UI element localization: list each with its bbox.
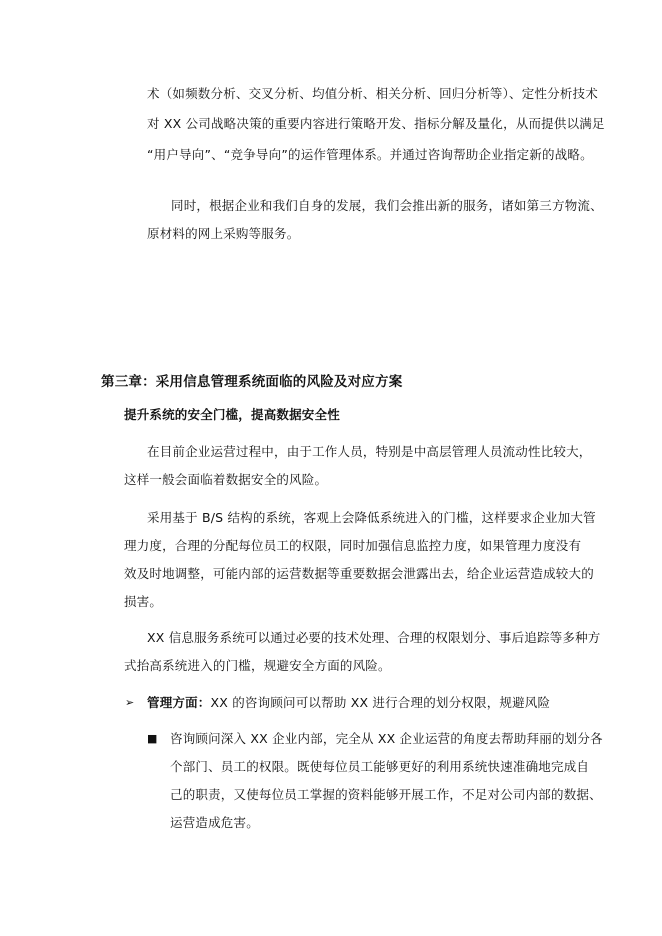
services-line-1: 同时，根据企业和我们自身的发展，我们会推出新的服务，诸如第三方物流、 [171,198,603,213]
chapter-title: 第三章：采用信息管理系统面临的风险及对应方案 [101,374,403,390]
section-heading: 提升系统的安全门槛，提高数据安全性 [124,407,340,422]
services-line-2: 原材料的网上采购等服务。 [147,226,300,241]
sub-bullet-line-1: 咨询顾问深入 XX 企业内部，完全从 XX 企业运营的角度去帮助拜丽的划分各 [170,731,603,746]
para2-line-3: 效及时地调整，可能内部的运营数据等重要数据会泄露出去，给企业运营造成较大的 [124,566,594,581]
management-label: 管理方面： [147,695,211,710]
para1-line-1: 在目前企业运营过程中，由于工作人员，特别是中高层管理人员流动性比较大， [147,444,592,459]
sub-bullet-line-2: 个部门、员工的权限。既使每位员工能够更好的利用系统快速准确地完成自 [170,759,590,774]
sub-bullet-line-3: 己的职责，又使每位员工掌握的资料能够开展工作，不足对公司内部的数据、 [170,787,602,802]
para2-line-4: 损害。 [124,594,163,609]
para3-line-2: 式抬高系统进入的门槛，规避安全方面的风险。 [124,658,391,673]
para2-line-2: 理力度，合理的分配每位员工的权限，同时加强信息监控力度，如果管理力度没有 [124,538,582,553]
intro-line-1: 术（如频数分析、交叉分析、均值分析、相关分析、回归分析等）、定性分析技术 [147,86,598,101]
management-text: XX 的咨询顾问可以帮助 XX 进行合理的划分权限，规避风险 [210,695,551,710]
arrow-bullet-icon: ➢ [125,696,135,709]
intro-line-3: “用户导向”、“竞争导向”的运作管理体系。并通过咨询帮助企业指定新的战略。 [147,147,593,162]
intro-line-2: 对 XX 公司战略决策的重要内容进行策略开发、指标分解及量化，从而提供以满足 [147,116,605,131]
square-bullet-icon: ■ [147,732,158,745]
sub-bullet-line-4: 运营造成危害。 [170,815,259,830]
management-item [147,695,550,711]
para3-line-1: XX 信息服务系统可以通过必要的技术处理、合理的权限划分、事后追踪等多种方 [147,630,601,645]
para1-line-2: 这样一般会面临着数据安全的风险。 [124,472,328,487]
para2-line-1: 采用基于 B/S 结构的系统，客观上会降低系统进入的门槛，这样要求企业加大管 [147,510,596,525]
